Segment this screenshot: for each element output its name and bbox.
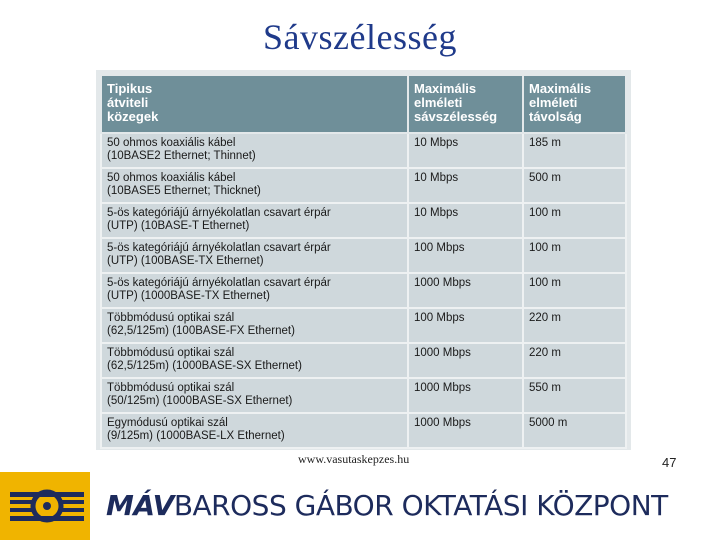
table-header-row (101, 75, 626, 133)
header-bandwidth: Maximális elméleti sávszélesség (408, 75, 523, 133)
cell-media: 5-ös kategóriájú árnyékolatlan csavart érpár (UTP) (1000BASE-TX Ethernet) (101, 273, 408, 308)
cell-distance: 100 m (523, 273, 626, 308)
slide-title: Sávszélesség (263, 17, 457, 57)
table-row (101, 413, 626, 448)
cell-bandwidth: 10 Mbps (408, 168, 523, 203)
table-row (101, 238, 626, 273)
cell-distance: 100 m (523, 203, 626, 238)
cell-media: 5-ös kategóriájú árnyékolatlan csavart érpár (UTP) (100BASE-TX Ethernet) (101, 238, 408, 273)
table-row (101, 203, 626, 238)
cell-distance: 220 m (523, 343, 626, 378)
table-row (101, 133, 626, 168)
cell-media: Többmódusú optikai szál (62,5/125m) (1000BASE-SX Ethernet) (101, 343, 408, 378)
table-row (101, 378, 626, 413)
cell-media: 5-ös kategóriájú árnyékolatlan csavart érpár (UTP) (10BASE-T Ethernet) (101, 203, 408, 238)
mav-winged-wheel-logo-icon (0, 472, 90, 540)
cell-bandwidth: 1000 Mbps (408, 378, 523, 413)
cell-distance: 500 m (523, 168, 626, 203)
cell-bandwidth: 100 Mbps (408, 308, 523, 343)
cell-media: 50 ohmos koaxiális kábel (10BASE5 Ethernet; Thicknet) (101, 168, 408, 203)
cell-distance: 100 m (523, 238, 626, 273)
table-row (101, 343, 626, 378)
table-row (101, 273, 626, 308)
cell-bandwidth: 100 Mbps (408, 238, 523, 273)
brand-center-name: BAROSS GÁBOR OKTATÁSI KÖZPONT (173, 489, 668, 522)
brand-mav: MÁV (106, 489, 174, 522)
slide-number: 47 (662, 455, 677, 470)
cell-distance: 185 m (523, 133, 626, 168)
table-row (101, 168, 626, 203)
header-distance: Maximális elméleti távolság (523, 75, 626, 133)
cell-bandwidth: 1000 Mbps (408, 343, 523, 378)
cell-distance: 220 m (523, 308, 626, 343)
bandwidth-table-panel (96, 70, 631, 450)
cell-distance: 550 m (523, 378, 626, 413)
cell-media: Egymódusú optikai szál (9/125m) (1000BASE-LX Ethernet) (101, 413, 408, 448)
cell-media: Többmódusú optikai szál (62,5/125m) (100BASE-FX Ethernet) (101, 308, 408, 343)
cell-media: Többmódusú optikai szál (50/125m) (1000BASE-SX Ethernet) (101, 378, 408, 413)
cell-distance: 5000 m (523, 413, 626, 448)
cell-bandwidth: 10 Mbps (408, 203, 523, 238)
cell-bandwidth: 1000 Mbps (408, 413, 523, 448)
cell-bandwidth: 1000 Mbps (408, 273, 523, 308)
footer-banner (0, 472, 720, 540)
cell-media: 50 ohmos koaxiális kábel (10BASE2 Ethernet; Thinnet) (101, 133, 408, 168)
bandwidth-table (100, 74, 627, 449)
header-media: Tipikus átviteli közegek (101, 75, 408, 133)
cell-bandwidth: 10 Mbps (408, 133, 523, 168)
table-row (101, 308, 626, 343)
brand-name (106, 490, 668, 522)
footer-url: www.vasutaskepzes.hu (298, 452, 410, 466)
